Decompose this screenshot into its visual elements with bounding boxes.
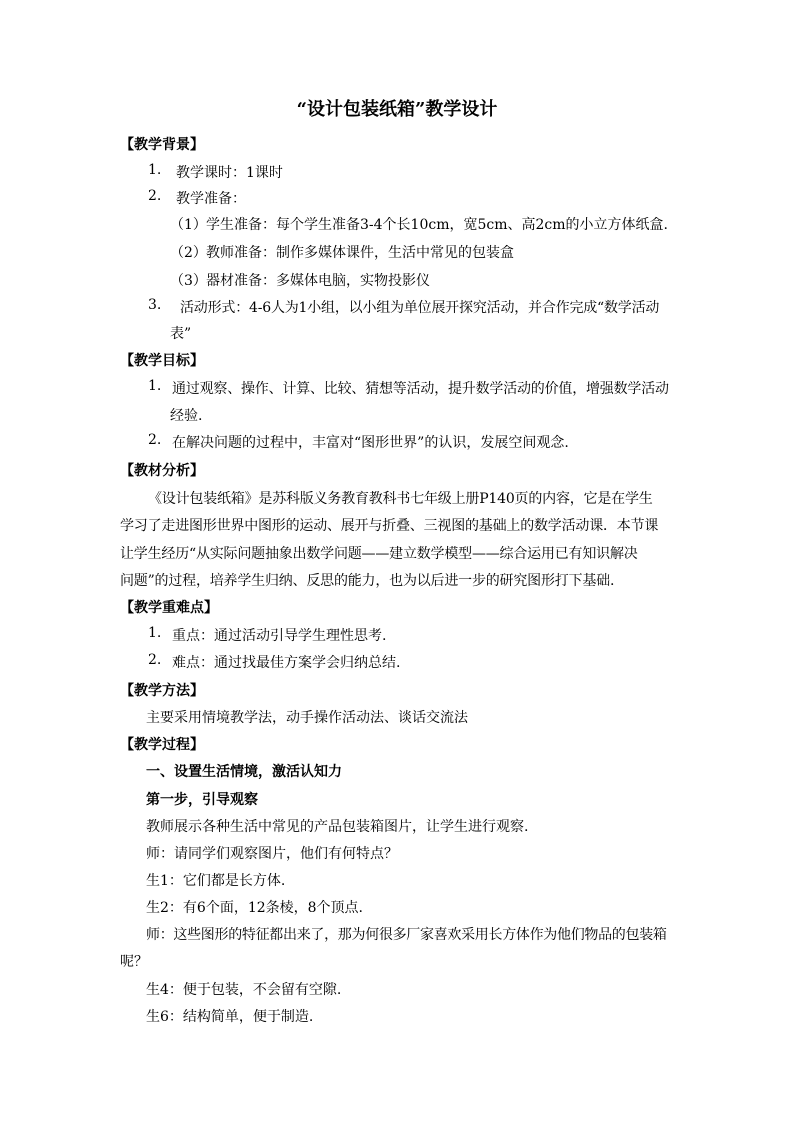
- paragraph-line: 师：这些图形的特征都出来了，那为何很多厂家喜欢采用长方体作为他们物品的包装箱: [146, 927, 667, 943]
- sub-step-title: 第一步，引导观察: [146, 792, 258, 808]
- paragraph-line: 生1：它们都是长方体.: [146, 873, 286, 889]
- sub-list-number: （2）: [170, 245, 207, 261]
- sub-list-item: 教师准备：制作多媒体课件，生活中常见的包装盒: [206, 245, 514, 261]
- paragraph-line: 师：请同学们观察图片，他们有何特点？: [146, 846, 398, 862]
- section-heading-background: 【教学背景】: [120, 137, 204, 153]
- list-number: 1.: [148, 162, 162, 178]
- paragraph-line: 教师展示各种生活中常见的产品包装箱图片，让学生进行观察.: [146, 819, 529, 835]
- section-heading-methods: 【教学方法】: [120, 683, 204, 699]
- list-number: 1.: [148, 378, 162, 394]
- list-number: 2.: [148, 188, 162, 204]
- list-item: 教学准备：: [176, 191, 246, 207]
- step-title: 一、设置生活情境，激活认知力: [146, 764, 342, 780]
- list-item-continuation: 经验.: [170, 408, 203, 424]
- list-number: 2.: [148, 652, 162, 668]
- section-heading-key-points: 【教学重难点】: [120, 600, 218, 616]
- paragraph-line-continuation: 呢？: [120, 954, 148, 970]
- sub-list-item: 器材准备：多媒体电脑，实物投影仪: [206, 273, 430, 289]
- sub-list-number: （1）: [170, 217, 207, 233]
- paragraph-line: 《设计包装纸箱》是苏科版义务教育教科书七年级上册P140页的内容，它是在学生: [148, 491, 653, 507]
- paragraph-line: 问题”的过程，培养学生归纳、反思的能力，也为以后进一步的研究图形打下基础.: [120, 573, 615, 589]
- section-heading-analysis: 【教材分析】: [120, 463, 204, 479]
- list-item: 通过观察、操作、计算、比较、猜想等活动，提升数学活动的价值，增强数学活动: [172, 381, 669, 397]
- list-number: 3.: [148, 297, 162, 313]
- list-item: 重点：通过活动引导学生理性思考.: [172, 628, 387, 644]
- list-item-continuation: 表”: [170, 326, 192, 342]
- list-item: 难点：通过找最佳方案学会归纳总结.: [172, 655, 401, 671]
- paragraph-line: 让学生经历“从实际问题抽象出数学问题——建立数学模型——综合运用已有知识解决: [120, 546, 638, 562]
- list-item: 活动形式：4-6人为1小组，以小组为单位展开探究活动，并合作完成“数学活动: [180, 300, 660, 316]
- section-heading-goals: 【教学目标】: [120, 353, 204, 369]
- paragraph-line: 生2：有6个面，12条棱，8个顶点.: [146, 900, 363, 916]
- paragraph-line: 生4：便于包装，不会留有空隙.: [146, 982, 342, 998]
- section-heading-process: 【教学过程】: [120, 737, 204, 753]
- document-title: “设计包装纸箱”教学设计: [296, 99, 498, 120]
- list-number: 1.: [148, 625, 162, 641]
- list-number: 2.: [148, 432, 162, 448]
- sub-list-item: 学生准备：每个学生准备3-4个长10cm，宽5cm、高2cm的小立方体纸盒.: [206, 217, 668, 233]
- sub-list-number: （3）: [170, 273, 207, 289]
- list-item: 教学课时：1课时: [176, 165, 283, 181]
- list-item: 在解决问题的过程中，丰富对“图形世界”的认识，发展空间观念.: [172, 435, 569, 451]
- paragraph-line: 主要采用情境教学法，动手操作活动法、谈话交流法: [146, 710, 468, 726]
- paragraph-line: 生6：结构简单，便于制造.: [146, 1009, 314, 1025]
- paragraph-line: 学习了走进图形世界中图形的运动、展开与折叠、三视图的基础上的数学活动课．本节课: [120, 518, 659, 534]
